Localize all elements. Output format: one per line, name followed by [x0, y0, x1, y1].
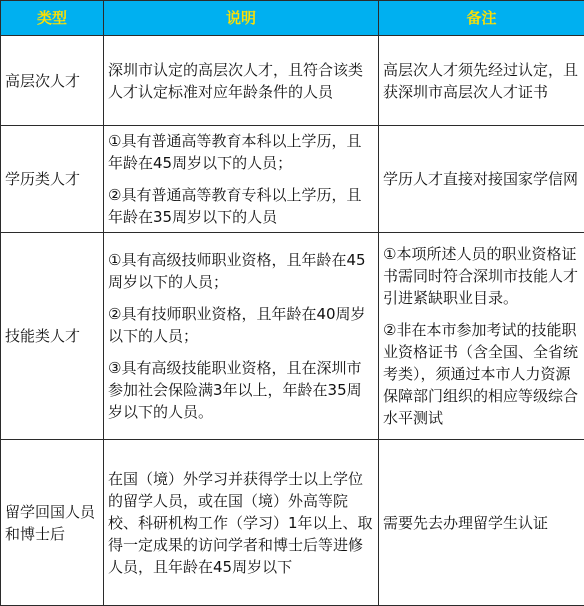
- description-paragraph: 在国（境）外学习并获得学士以上学位的留学人员，或在国（境）外高等院校、科研机构工作（学习）1年以上、取得一定成果的访问学者和博士后等进修人员，且年龄在45周岁以下: [108, 469, 373, 576]
- table-row: [1, 440, 584, 606]
- description-paragraph: ①具有高级技师职业资格，且年龄在45周岁以下的人员；: [108, 251, 366, 291]
- description-paragraph: ②具有普通高等教育专科以上学历，且年龄在35周岁以下的人员: [108, 186, 362, 226]
- header-description: 说明: [104, 1, 379, 36]
- row-description: [104, 233, 379, 440]
- header-remarks: 备注: [379, 1, 584, 36]
- remarks-paragraph: ①本项所述人员的职业资格证书需同时符合深圳市技能人才引进紧缺职业目录。: [383, 245, 579, 307]
- row-remarks: [379, 440, 584, 606]
- row-remarks: [379, 233, 584, 440]
- row-category: 高层次人才: [1, 36, 104, 126]
- table-row: [1, 126, 584, 233]
- remarks-paragraph: 高层次人才须先经过认定，且获深圳市高层次人才证书: [383, 60, 579, 101]
- remarks-paragraph: 需要先去办理留学生认证: [383, 513, 549, 532]
- row-description: [104, 440, 379, 606]
- description-paragraph: ②具有技师职业资格，且年龄在40周岁以下的人员；: [108, 305, 366, 345]
- description-paragraph: ③具有高级技能职业资格，且在深圳市参加社会保险满3年以上，年龄在35周岁以下的人员。: [108, 359, 362, 421]
- description-paragraph: ①具有普通高等教育本科以上学历，且年龄在45周岁以下的人员；: [108, 132, 362, 172]
- row-remarks: [379, 126, 584, 233]
- header-type: 类型: [1, 1, 104, 36]
- row-description: [104, 36, 379, 126]
- row-remarks: [379, 36, 584, 126]
- row-description: [104, 126, 379, 233]
- table-row: [1, 233, 584, 440]
- description-paragraph: 深圳市认定的高层次人才，且符合该类人才认定标准对应年龄条件的人员: [108, 60, 364, 101]
- header-row: [1, 1, 584, 36]
- remarks-paragraph: 学历人才直接对接国家学信网: [383, 170, 579, 188]
- row-category: 留学回国人员和博士后: [1, 440, 104, 606]
- row-category: 技能类人才: [1, 233, 104, 440]
- remarks-paragraph: ②非在本市参加考试的技能职业资格证书（含全国、全省统考类），须通过本市人力资源保障部门组织的相应等级综合水平测试: [383, 321, 579, 427]
- row-category: 学历类人才: [1, 126, 104, 233]
- table-row: [1, 36, 584, 126]
